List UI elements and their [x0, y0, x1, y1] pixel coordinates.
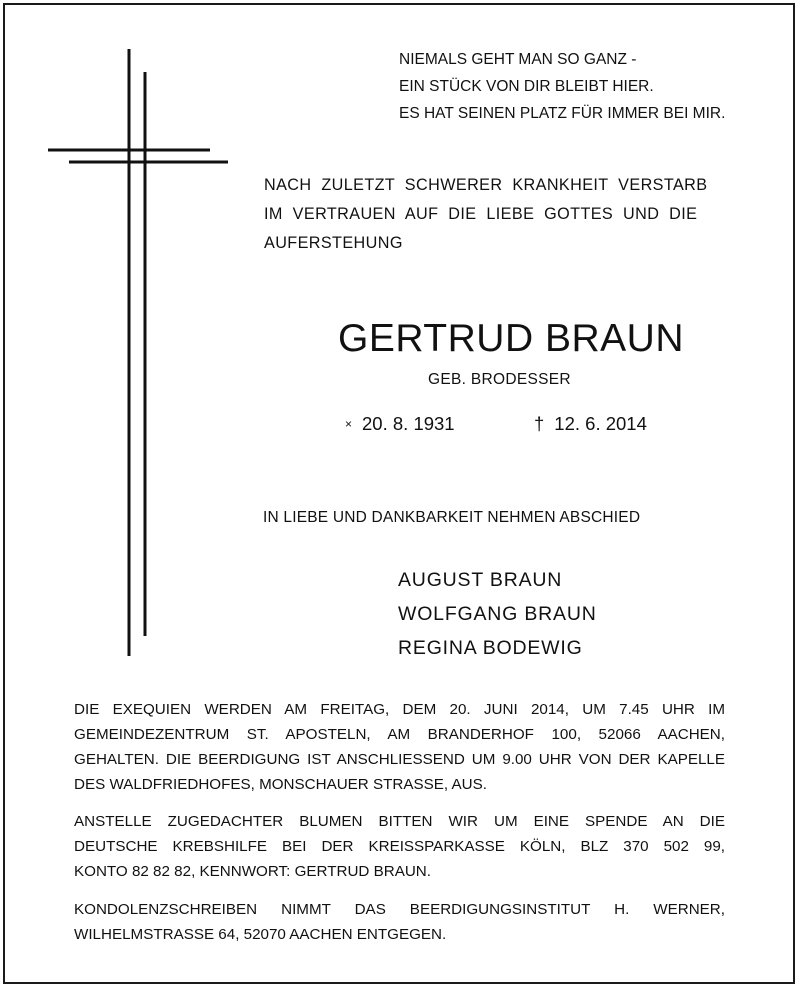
paragraph-line: KONTO 82 82 82, KENNWORT: GERTRUD BRAUN.: [74, 863, 431, 880]
motto-verse: [399, 46, 725, 127]
death-date-line: [534, 412, 647, 436]
death-symbol: †: [534, 413, 545, 434]
announcement-line: IM VERTRAUEN AUF DIE LIEBE GOTTES UND DIE: [264, 205, 698, 223]
paragraph-line: GEHALTEN. DIE BEERDIGUNG IST ANSCHLIESSEND UM 9.00 UHR VON DER KAPELLE: [74, 751, 725, 768]
farewell-line: IN LIEBE UND DANKBARKEIT NEHMEN ABSCHIED: [263, 509, 641, 526]
maiden-name: GEB. BRODESSER: [428, 371, 571, 388]
motto-line: ES HAT SEINEN PLATZ FÜR IMMER BEI MIR.: [399, 105, 726, 122]
birth-date-line: [345, 412, 455, 436]
condolence-paragraph: [74, 897, 725, 947]
motto-line: EIN STÜCK VON DIR BLEIBT HIER.: [399, 78, 654, 95]
paragraph-line: ANSTELLE ZUGEDACHTER BLUMEN BITTEN WIR UM EINE SPENDE AN DIE: [74, 813, 725, 830]
birth-symbol: ×: [345, 417, 353, 431]
death-date: 12. 6. 2014: [554, 413, 647, 434]
mourner-name: AUGUST BRAUN: [398, 569, 563, 591]
mourner-name: REGINA BODEWIG: [398, 637, 583, 659]
birth-date: 20. 8. 1931: [362, 413, 455, 434]
deceased-name: GERTRUD BRAUN: [338, 317, 684, 360]
mourners-list: [398, 563, 597, 665]
motto-line: NIEMALS GEHT MAN SO GANZ -: [399, 51, 637, 68]
announcement-line: NACH ZULETZT SCHWERER KRANKHEIT VERSTARB: [264, 176, 708, 194]
death-announcement: [264, 171, 707, 258]
funeral-details-paragraph: [74, 697, 725, 797]
donation-paragraph: [74, 809, 725, 884]
mourner-name: WOLFGANG BRAUN: [398, 603, 597, 625]
paragraph-line: DES WALDFRIEDHOFES, MONSCHAUER STRASSE, AUS.: [74, 776, 487, 793]
paragraph-line: WILHELMSTRASSE 64, 52070 AACHEN ENTGEGEN.: [74, 926, 447, 943]
announcement-line: AUFERSTEHUNG: [264, 234, 403, 252]
paragraph-line: KONDOLENZSCHREIBEN NIMMT DAS BEERDIGUNGSINSTITUT H. WERNER,: [74, 901, 725, 918]
paragraph-line: GEMEINDEZENTRUM ST. APOSTELN, AM BRANDERHOF 100, 52066 AACHEN,: [74, 726, 725, 743]
paragraph-line: DEUTSCHE KREBSHILFE BEI DER KREISSPARKASSE KÖLN, BLZ 370 502 99,: [74, 838, 725, 855]
paragraph-line: DIE EXEQUIEN WERDEN AM FREITAG, DEM 20. JUNI 2014, UM 7.45 UHR IM: [74, 701, 725, 718]
